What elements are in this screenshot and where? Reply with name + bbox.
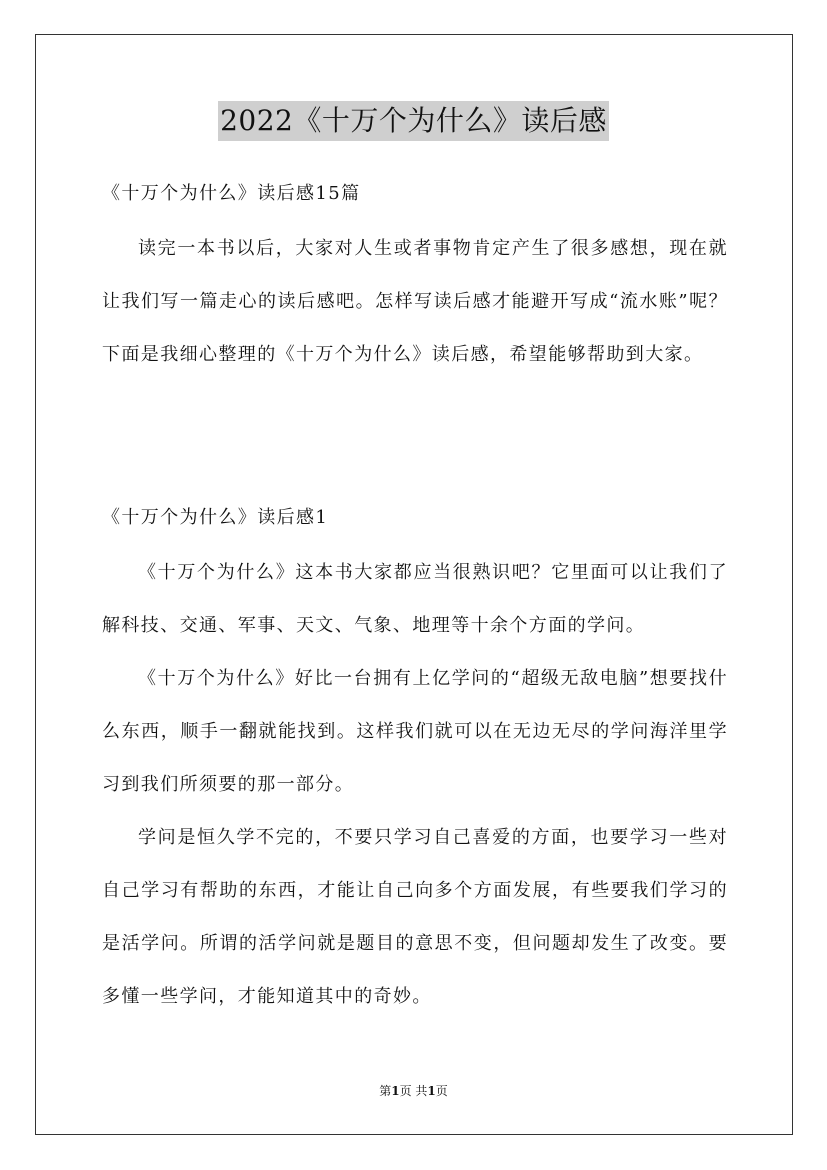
footer-page-total: 1 bbox=[427, 1084, 436, 1098]
subtitle-block bbox=[102, 181, 728, 207]
body-paragraph-2: 《十万个为什么》好比一台拥有上亿学问的“超级无敌电脑”想要找什么东西，顺手一翻就能找到。这样我们就可以在无边无尽的学问海洋里学习到我们所须要的那一部分。 bbox=[102, 668, 728, 795]
document-subtitle: 《十万个为什么》读后感15篇 bbox=[102, 183, 361, 204]
title-wrapper bbox=[0, 101, 827, 141]
body-paragraph-3: 学问是恒久学不完的，不要只学习自己喜爱的方面，也要学习一些对自己学习有帮助的东西，才能让自己向多个方面发展，有些要我们学习的是活学问。所谓的活学问就是题目的意思不变，但问题却发生了改变。要多懂一些学问，才能知道其中的奇妙。 bbox=[102, 827, 728, 1007]
intro-paragraph: 读完一本书以后，大家对人生或者事物肯定产生了很多感想，现在就让我们写一篇走心的读后感吧。怎样写读后感才能避开写成“流水账”呢？下面是我细心整理的《十万个为什么》读后感，希望能够帮助到大家。 bbox=[102, 238, 728, 365]
footer-suffix: 页 bbox=[435, 1084, 448, 1098]
page-footer bbox=[0, 1083, 827, 1099]
body-paragraph-1: 《十万个为什么》这本书大家都应当很熟识吧？它里面可以让我们了解科技、交通、军事、天文、气象、地理等十余个方面的学问。 bbox=[102, 562, 728, 636]
footer-prefix: 第 bbox=[379, 1084, 392, 1098]
footer-mid: 页 共 bbox=[399, 1084, 428, 1098]
document-title: 2022《十万个为什么》读后感 bbox=[218, 101, 609, 141]
footer-page-current: 1 bbox=[391, 1084, 400, 1098]
section-heading-block bbox=[102, 505, 728, 531]
section-body bbox=[102, 546, 728, 1023]
intro-block bbox=[102, 222, 728, 381]
section-heading: 《十万个为什么》读后感1 bbox=[102, 507, 329, 528]
